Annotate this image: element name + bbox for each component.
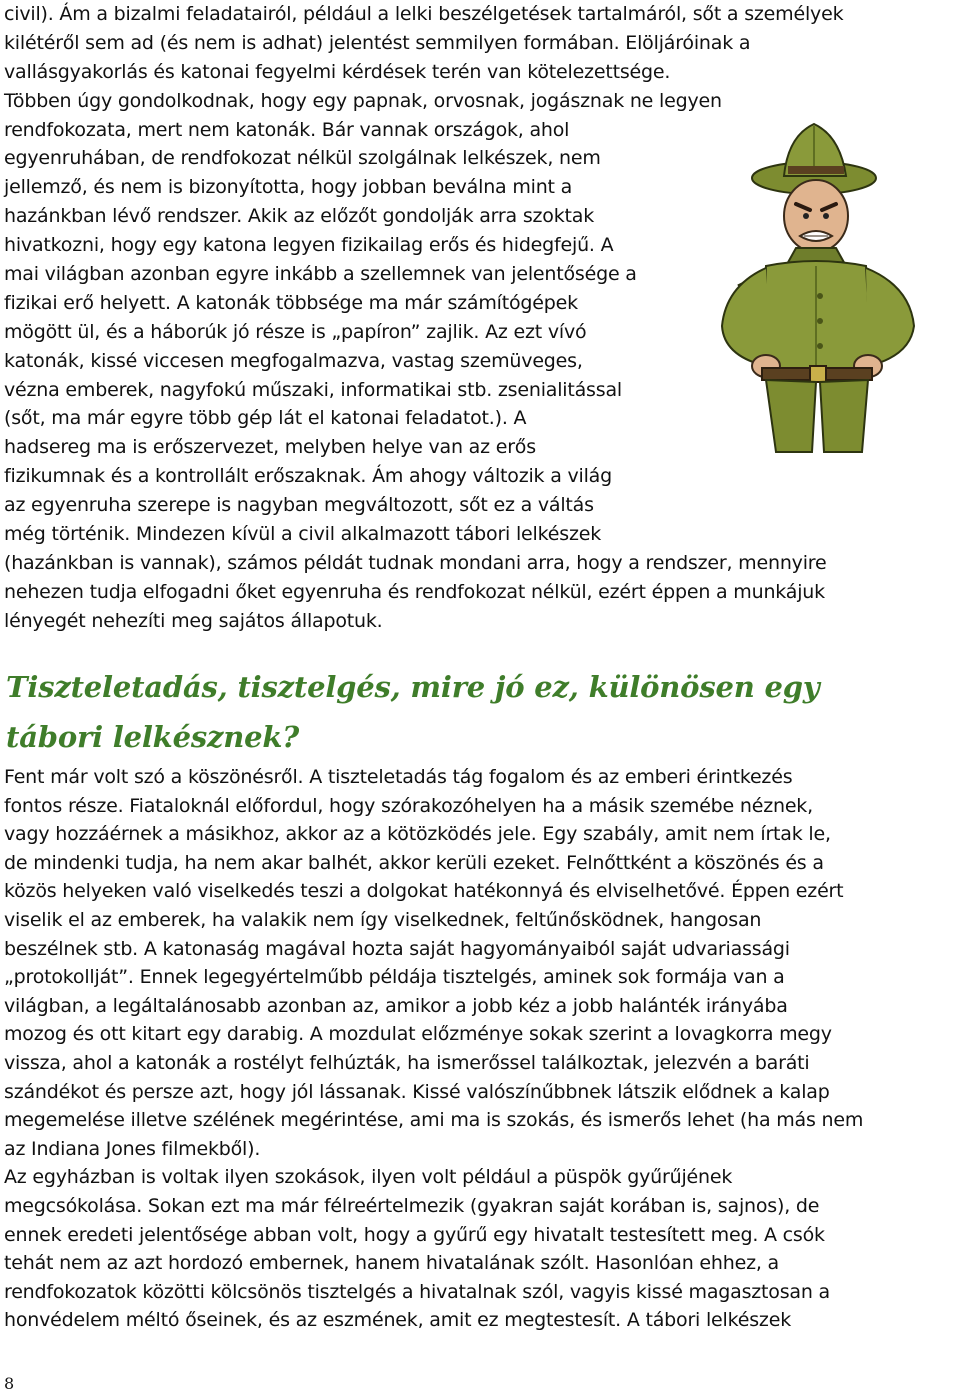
intro-text-line: vallásgyakorlás és katonai fegyelmi kérdések terén van kötelezettsége. (4, 60, 671, 83)
body-text-line: Az egyházban is voltak ilyen szokások, ilyen volt például a püspök gyűrűjének (4, 1166, 733, 1189)
intro-text-line: az egyenruha szerepe is nagyban megváltozott, sőt ez a váltás (4, 494, 594, 517)
intro-text-line: mögött ül, és a háborúk jó része is „papíron” zajlik. Az ezt vívó (4, 320, 587, 343)
body-text-line: közös helyeken való viselkedés teszi a dolgokat hatékonnyá és elviselhetővé. Éppen ezért (4, 880, 844, 903)
intro-text-line: lényegét nehezíti meg sajátos állapotuk. (4, 609, 383, 632)
body-text-line: „protokollját”. Ennek legegyértelműbb példája tisztelgés, aminek sok formája van a (4, 966, 785, 989)
intro-text-line: Többen úgy gondolkodnak, hogy egy papnak, orvosnak, jogásznak ne legyen (4, 89, 722, 112)
body-text-line: tehát nem az azt hordozó embernek, hanem hivatalának szólt. Hasonlóan ehhez, a (4, 1252, 779, 1275)
body-text-line: vissza, ahol a katonák a rostélyt felhúzták, ha ismerőssel találkoztak, jelezvén a baráti (4, 1051, 810, 1074)
body-text-line: viselik el az emberek, ha valakik nem így viselkednek, feltűnősködnek, hangosan (4, 908, 762, 931)
section-heading (6, 662, 906, 762)
intro-section (4, 0, 954, 636)
body-text-line: az Indiana Jones filmekből). (4, 1137, 261, 1160)
intro-text-line: egyenruhában, de rendfokozat nélkül szolgálnak lelkészek, nem (4, 147, 601, 170)
intro-text-line: fizikai erő helyett. A katonák többsége ma már számítógépek (4, 291, 578, 314)
intro-text-line: hazánkban lévő rendszer. Akik az előzőt gondolják arra szoktak (4, 205, 595, 228)
body-text-line: vagy hozzáérnek a másikhoz, akkor az a kötözködés jele. Egy szabály, amit nem írtak le, (4, 823, 831, 846)
intro-text-line: hivatkozni, hogy egy katona legyen fizikailag erős és hidegfejű. A (4, 234, 614, 257)
intro-text-line: (sőt, ma már egyre több gép lát el katonai feladatot.). A (4, 407, 527, 430)
heading-text-line: Tiszteletadás, tisztelgés, mire jó ez, különösen egy (6, 670, 820, 704)
intro-text-line: vézna emberek, nagyfokú műszaki, informatikai stb. zsenialitással (4, 378, 622, 401)
body-text-line: honvédelem méltó őseinek, és az eszmének, amit ez megtestesít. A tábori lelkészek (4, 1309, 791, 1332)
intro-text-line: fizikumnak és a kontrollált erőszaknak. Ám ahogy változik a világ (4, 465, 612, 488)
intro-text-line: nehezen tudja elfogadni őket egyenruha és rendfokozat nélkül, ezért éppen a munkájuk (4, 580, 825, 603)
intro-text-line: jellemző, és nem is bizonyította, hogy jobban beválna mint a (4, 176, 573, 199)
intro-text-line: civil). Ám a bizalmi feladatairól, például a lelki beszélgetések tartalmáról, sőt a személyek (4, 3, 844, 25)
intro-text-line: (hazánkban is vannak), számos példát tudnak mondani arra, hogy a rendszer, mennyire (4, 551, 827, 574)
body-text-line: szándékot és persze azt, hogy jól lássanak. Kissé valószínűbbnek látszik elődnek a kalap (4, 1080, 830, 1103)
intro-text-line: kilétéről sem ad (és nem is adhat) jelentést semmilyen formában. Elöljáróinak a (4, 31, 751, 54)
body-paragraph (4, 763, 954, 1335)
body-text-line: rendfokozatok közötti kölcsönös tisztelgés a hivatalnak szól, vagyis kissé magasztosan a (4, 1280, 830, 1303)
body-text-line: mozog és ott kitart egy darabig. A mozdulat előzménye sokak szerint a lovagkorra megy (4, 1023, 832, 1046)
heading-text-line: tábori lelkésznek? (6, 720, 300, 754)
intro-text-line: még történik. Mindezen kívül a civil alkalmazott tábori lelkészek (4, 523, 602, 546)
drill-sergeant-illustration (696, 116, 954, 454)
body-text-line: fontos része. Fiataloknál előfordul, hogy szórakozóhelyen ha a másik szemébe néznek, (4, 794, 813, 817)
body-text-line: megcsókolása. Sokan ezt ma már félreértelmezik (gyakran saját korában is, sajnos), de (4, 1194, 820, 1217)
body-text-line: ennek eredeti jelentősége abban volt, hogy a gyűrű egy hivatalt testesített meg. A csók (4, 1223, 825, 1246)
body-text-line: de mindenki tudja, ha nem akar balhét, akkor kerüli ezeket. Felnőttként a köszönés és a (4, 851, 824, 874)
body-text-line: megemelése illetve szélének megérintése, ami ma is szokás, és ismerős lehet (ha más nem (4, 1109, 864, 1132)
body-text-line: világban, a legáltalánosabb azonban az, amikor a jobb kéz a jobb halánték irányába (4, 994, 788, 1017)
body-text-line: Fent már volt szó a köszönésről. A tiszteletadás tág fogalom és az emberi érintkezés (4, 766, 793, 788)
intro-text-line: rendfokozata, mert nem katonák. Bár vannak országok, ahol (4, 118, 570, 141)
intro-text-line: hadsereg ma is erőszervezet, melyben helye van az erős (4, 436, 536, 459)
page-number: 8 (4, 1374, 15, 1393)
body-text-line: beszélnek stb. A katonaság magával hozta saját hagyományaiból saját udvariassági (4, 937, 790, 960)
intro-text-line: katonák, kissé viccesen megfogalmazva, vastag szemüveges, (4, 349, 583, 372)
intro-text-line: mai világban azonban egyre inkább a szellemnek van jelentősége a (4, 263, 637, 286)
angry-drill-sergeant-icon (696, 116, 954, 454)
